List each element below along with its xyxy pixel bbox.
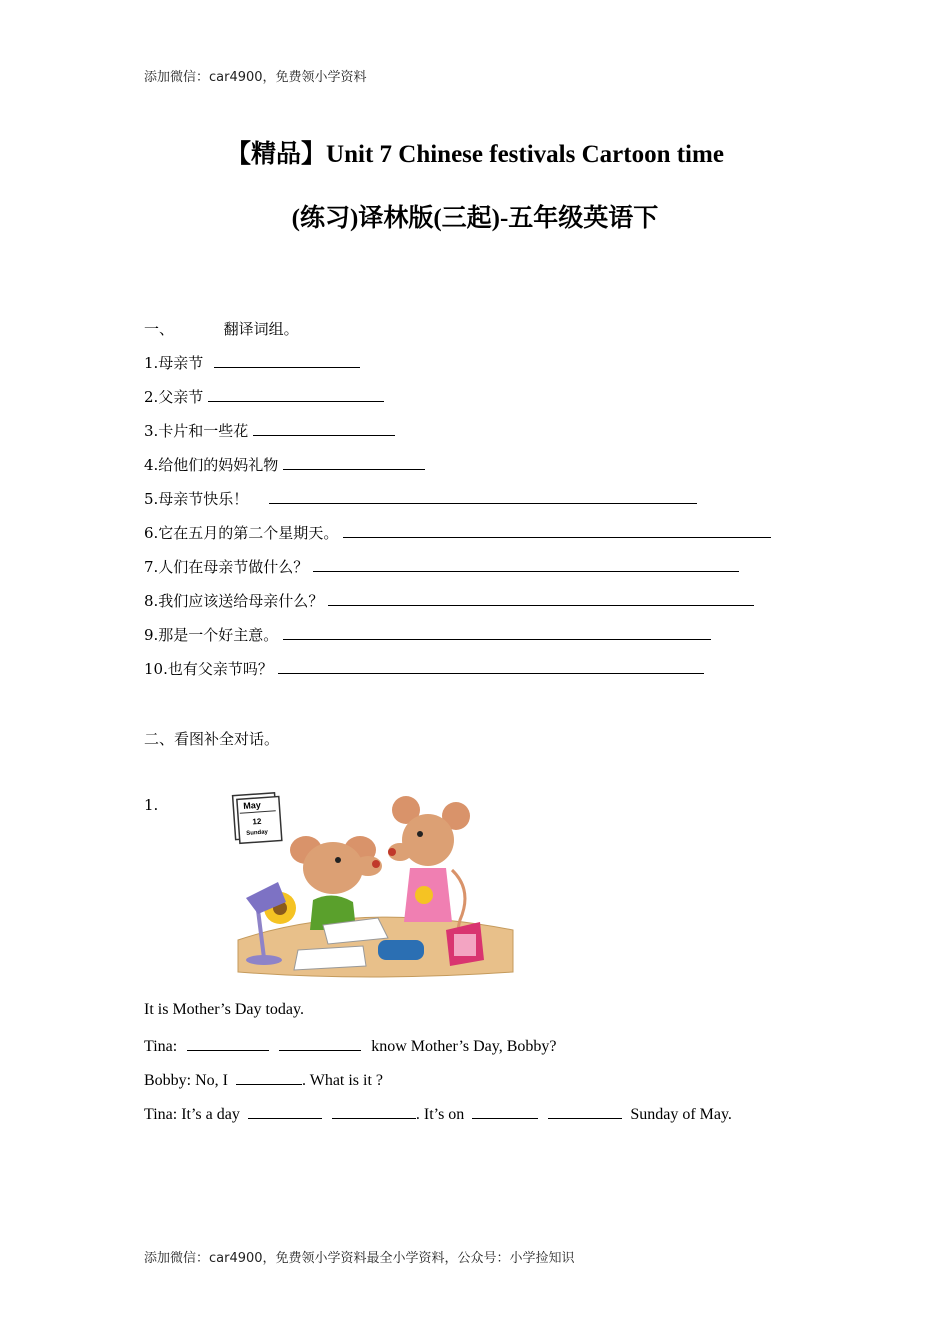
section1-number: 一、 bbox=[144, 320, 175, 338]
answer-blank[interactable] bbox=[279, 1035, 361, 1051]
item-2 bbox=[144, 386, 384, 407]
answer-blank[interactable] bbox=[283, 624, 711, 640]
answer-blank[interactable] bbox=[313, 556, 739, 572]
item-10 bbox=[144, 658, 704, 679]
answer-blank[interactable] bbox=[278, 658, 704, 674]
item-7 bbox=[144, 556, 739, 577]
answer-blank[interactable] bbox=[283, 454, 425, 470]
item-8 bbox=[144, 590, 754, 611]
calendar-day: 12 bbox=[252, 816, 262, 827]
item-label: 3.卡片和一些花 bbox=[144, 422, 249, 440]
answer-blank[interactable] bbox=[187, 1035, 269, 1051]
item-label: 10.也有父亲节吗？ bbox=[144, 660, 273, 678]
page-footer: 添加微信：car4900，免费领小学资料最全小学资料，公众号：小学捡知识 bbox=[144, 1251, 575, 1266]
dialog-line-2 bbox=[144, 1069, 383, 1090]
item-3 bbox=[144, 420, 395, 441]
page-header: 添加微信：car4900，免费领小学资料 bbox=[144, 70, 367, 85]
answer-blank[interactable] bbox=[214, 352, 360, 368]
item-1 bbox=[144, 352, 360, 373]
item-label: 1.母亲节 bbox=[144, 354, 204, 372]
dialog-line-3 bbox=[144, 1103, 732, 1124]
item-label: 2.父亲节 bbox=[144, 388, 204, 406]
section1-heading-text: 翻译词组。 bbox=[223, 320, 299, 338]
speaker-text: Tina: bbox=[144, 1038, 178, 1055]
answer-blank[interactable] bbox=[253, 420, 395, 436]
calendar-month: May bbox=[242, 799, 262, 811]
item-4 bbox=[144, 454, 425, 475]
answer-blank[interactable] bbox=[236, 1069, 302, 1085]
answer-blank[interactable] bbox=[269, 488, 697, 504]
item-label: 8.我们应该送给母亲什么？ bbox=[144, 592, 324, 610]
speaker-text: Bobby: No, I bbox=[144, 1072, 228, 1089]
answer-blank[interactable] bbox=[248, 1103, 322, 1119]
calendar-weekday: Sunday bbox=[246, 829, 269, 837]
speaker-text: Tina: It’s a day bbox=[144, 1106, 240, 1123]
answer-blank[interactable] bbox=[343, 522, 771, 538]
item-label: 9.那是一个好主意。 bbox=[144, 626, 279, 644]
title-line-2: (练习)译林版(三起)-五年级英语下 bbox=[291, 205, 659, 232]
answer-blank[interactable] bbox=[548, 1103, 622, 1119]
item-label: 4.给他们的妈妈礼物 bbox=[144, 456, 279, 474]
answer-blank[interactable] bbox=[208, 386, 384, 402]
item-label: 7.人们在母亲节做什么？ bbox=[144, 558, 309, 576]
question-number: 1. bbox=[144, 796, 159, 814]
dialog-intro: It is Mother’s Day today. bbox=[144, 1001, 304, 1018]
item-9 bbox=[144, 624, 711, 645]
item-label: 6.它在五月的第二个星期天。 bbox=[144, 524, 339, 542]
title-line-1: 【精品】Unit 7 Chinese festivals Cartoon time bbox=[226, 141, 724, 168]
dialog-line-1 bbox=[144, 1035, 557, 1056]
mice-cartoon-image bbox=[228, 790, 518, 980]
section1-heading bbox=[144, 318, 299, 339]
item-label: 5.母亲节快乐！ bbox=[144, 490, 249, 508]
item-6 bbox=[144, 522, 771, 543]
dialog-text: . What is it ? bbox=[302, 1072, 384, 1089]
dialog-text: . It’s on bbox=[415, 1106, 465, 1123]
answer-blank[interactable] bbox=[328, 590, 754, 606]
answer-blank[interactable] bbox=[472, 1103, 538, 1119]
answer-blank[interactable] bbox=[332, 1103, 416, 1119]
section2-heading: 二、看图补全对话。 bbox=[144, 730, 280, 748]
item-5 bbox=[144, 488, 697, 509]
cartoon-illustration bbox=[228, 790, 518, 980]
dialog-text: Sunday of May. bbox=[630, 1106, 732, 1123]
dialog-text: know Mother’s Day, Bobby? bbox=[371, 1038, 557, 1055]
